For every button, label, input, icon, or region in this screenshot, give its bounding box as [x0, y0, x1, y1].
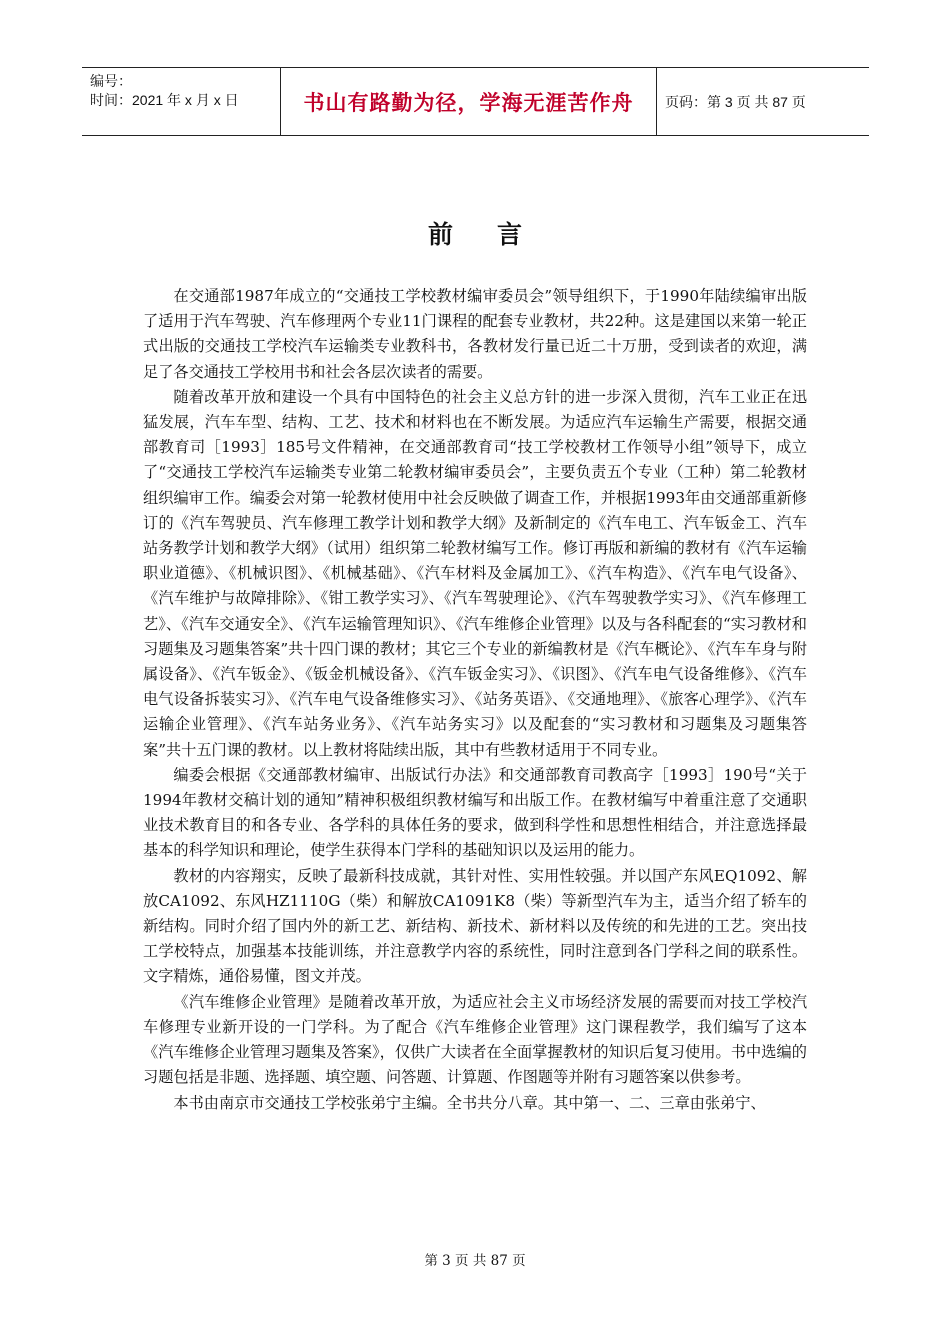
paragraph: 《汽车维修企业管理》是随着改革开放，为适应社会主义市场经济发展的需要而对技工学校汽车修理专业新开设的一门学科。为了配合《汽车维修企业管理》这门课程教学，我们编写了这本《汽车维修企业管理习题集及答案》，仅供广大读者在全面掌握教材的知识后复习使用。书中选编的习题包括是非题、选择题、填空题、问答题、计算题、作图题等并附有习题答案以供参考。 — [143, 992, 807, 1087]
paragraph: 随着改革开放和建设一个具有中国特色的社会主义总方针的进一步深入贯彻，汽车工业正在迅猛发展，汽车车型、结构、工艺、技术和材料也在不断发展。为适应汽车运输生产需要，根据交通部教育司［1993］185号文件精神，在交通部教育司“技工学校教材工作领导小组”领导下，成立了“交通技工学校汽车运输类专业第二轮教材编审委员会”，主要负责五个专业（工种）第二轮教材组织编审工作。编委会对第一轮教材使用中社会反映做了调查工作，并根据1993年由交通部重新修订的《汽车驾驶员、汽车修理工教学计划和教学大纲》及新制定的《汽车电工、汽车钣金工、汽车站务教学计划和教学大纲》（试用）组织第二轮教材编写工作。修订再版和新编的教材有《汽车运输职业道德》、《机械识图》、《机械基础》、《汽车材料及金属加工》、《汽车构造》、《汽车电气设备》、《汽车维护与故障排除》、《钳工教学实习》、《汽车驾驶理论》、《汽车驾驶教学实习》、《汽车修理工艺》、《汽车交通安全》、《汽车运输管理知识》、《汽车维修企业管理》以及与各科配套的“实习教材和习题集及习题集答案”共十四门课的教材；其它三个专业的新编教材是《汽车概论》、《汽车车身与附属设备》、《汽车钣金》、《钣金机械设备》、《汽车钣金实习》、《识图》、《汽车电气设备维修》、《汽车电气设备拆装实习》、《汽车电气设备维修实习》、《站务英语》、《交通地理》、《旅客心理学》、《汽车运输企业管理》、《汽车站务业务》、《汽车站务实习》以及配套的“实习教材和习题集及习题集答案”共十五门课的教材。以上教材将陆续出版，其中有些教材适用于不同专业。 — [143, 387, 807, 759]
header-meta — [82, 68, 281, 135]
page-footer: 第 3 页 共 87 页 — [424, 1253, 526, 1269]
paragraph: 编委会根据《交通部教材编审、出版试行办法》和交通部教育司教高字［1993］190号“关于1994年教材交稿计划的通知”精神积极组织教材编写和出版工作。在教材编写中着重注意了交通职业技术教育目的和各专业、各学科的具体任务的要求，做到科学性和思想性相结合，并注意选择最基本的科学知识和理论，使学生获得本门学科的基础知识以及运用的能力。 — [143, 765, 807, 860]
document-number-label: 编号： — [90, 73, 132, 89]
page-title: 前言 — [427, 220, 566, 249]
paragraph: 在交通部1987年成立的“交通技工学校教材编审委员会”领导组织下，于1990年陆续编审出版了适用于汽车驾驶、汽车修理两个专业11门课程的配套专业教材，共22种。这是建国以来第一轮正式出版的交通技工学校汽车运输类专业教科书，各教材发行量已近二十万册，受到读者的欢迎，满足了各交通技工学校用书和社会各层次读者的需要。 — [143, 287, 807, 381]
header-motto: 书山有路勤为径，学海无涯苦作舟 — [281, 68, 657, 135]
paragraph: 教材的内容翔实，反映了最新科技成就，其针对性、实用性较强。并以国产东风EQ1092、解放CA1092、东风HZ1110G（柴）和解放CA1091K8（柴）等新型汽车为主，适当介绍了轿车的新结构。同时介绍了国内外的新工艺、新结构、新技术、新材料以及传统的和先进的工艺。突出技工学校特点，加强基本技能训练，并注意教学内容的系统性，同时注意到各门学科之间的联系性。文字精炼，通俗易懂，图文并茂。 — [143, 866, 807, 986]
document-time-label: 时间：2021 年 x 月 x 日 — [90, 92, 239, 108]
preface-body — [143, 284, 807, 1116]
paragraph: 本书由南京市交通技工学校张弟宁主编。全书共分八章。其中第一、二、三章由张弟宁、 — [173, 1093, 766, 1112]
header-page-info: 页码：第 3 页 共 87 页 — [665, 93, 806, 110]
page-header — [82, 67, 869, 136]
